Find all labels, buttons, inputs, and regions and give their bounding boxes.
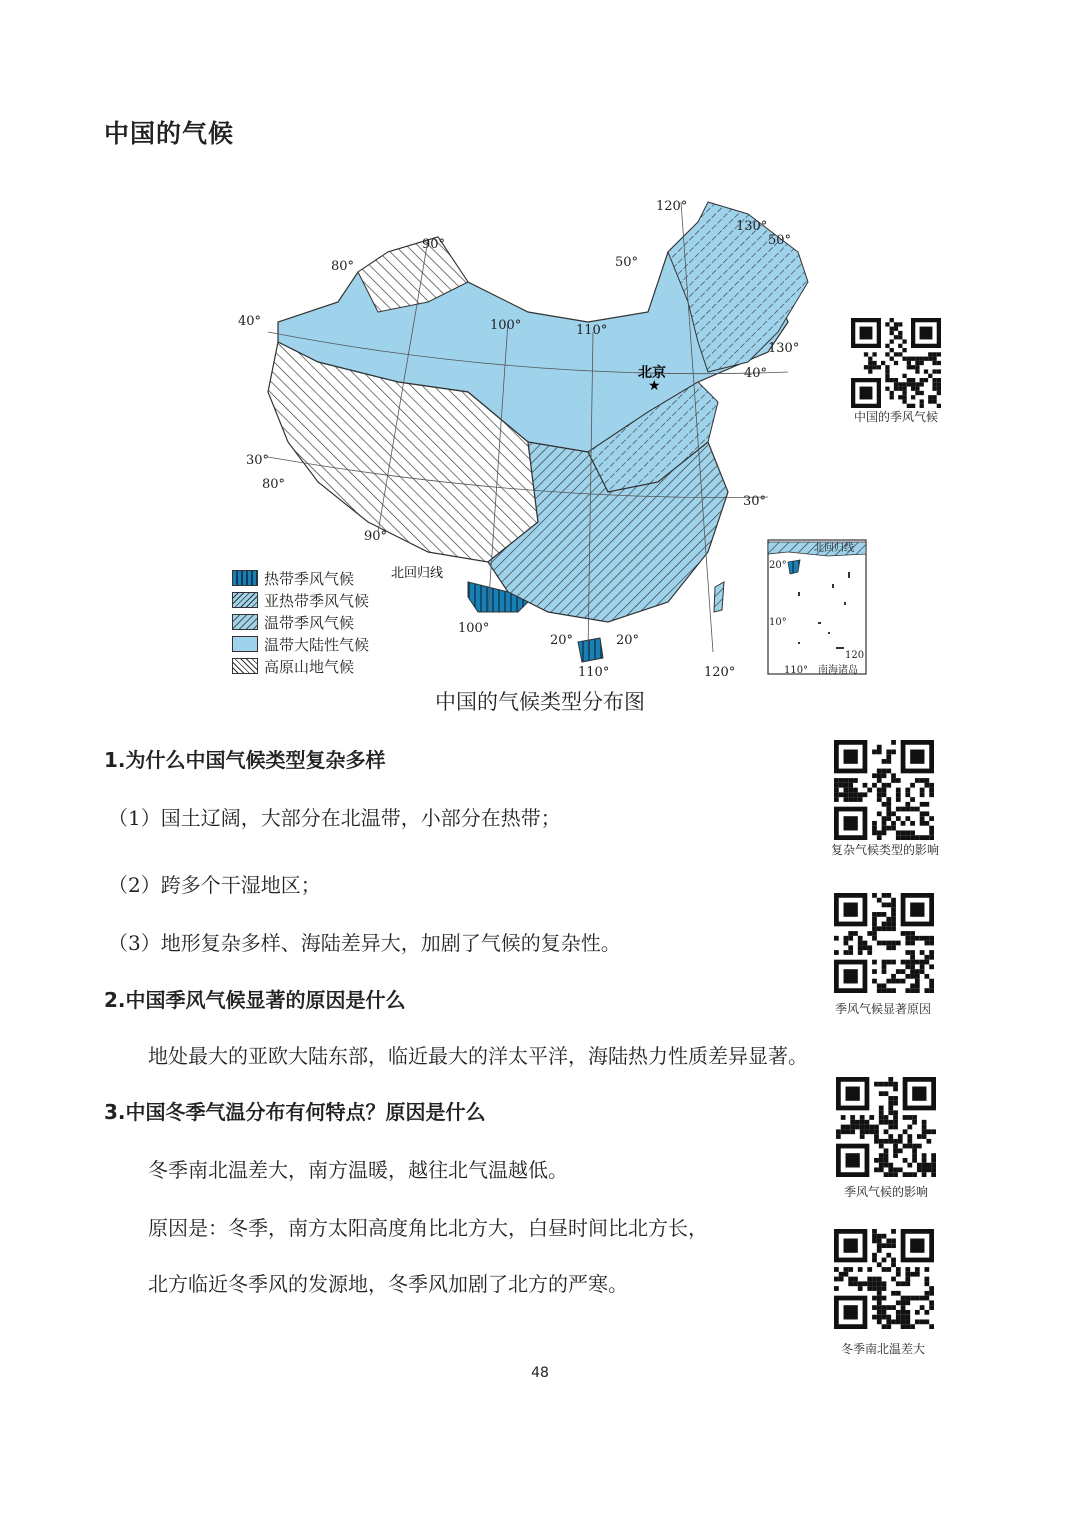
- hainan-island: [578, 638, 603, 662]
- inset-120-label: 120: [845, 650, 865, 661]
- legend-item: 温带季风气候: [232, 611, 369, 633]
- taiwan-island: [714, 582, 724, 612]
- inset-tropic-label: 北回归线: [814, 543, 854, 554]
- inset-10-label: 10°: [769, 617, 787, 628]
- lat30-east-label: 30°: [743, 494, 767, 509]
- answer-line: （2）跨多个干湿地区；: [108, 873, 321, 897]
- legend-item: 温带大陆性气候: [232, 633, 369, 655]
- lon130-label: 130°: [736, 219, 768, 234]
- qr-block[interactable]: [851, 318, 941, 412]
- qr-label: 季风气候显著原因: [834, 1002, 931, 1016]
- qr-label: 复杂气候类型的影响: [830, 843, 939, 857]
- answer-line: 北方临近冬季风的发源地，冬季风加剧了北方的严寒。: [148, 1272, 628, 1296]
- question-heading: 2.中国季风气候显著的原因是什么: [104, 988, 406, 1012]
- qr-code-icon[interactable]: [834, 1229, 934, 1329]
- inset-110-label: 110°: [784, 665, 809, 676]
- legend-item: 亚热带季风气候: [232, 589, 369, 611]
- legend-swatch-temperate-monsoon: [232, 614, 258, 630]
- lon110-top-label: 110°: [576, 323, 608, 338]
- qr-label: 冬季南北温差大: [840, 1342, 925, 1356]
- qr-code-icon[interactable]: [836, 1077, 936, 1177]
- beijing-star-icon: ★: [648, 378, 661, 394]
- qr-label: 季风气候的影响: [843, 1185, 928, 1199]
- lat20-a-label: 20°: [550, 633, 574, 648]
- lat30-west-label: 30°: [246, 453, 270, 468]
- qr-block[interactable]: [834, 740, 934, 844]
- qr-block[interactable]: [834, 1229, 934, 1333]
- answer-line: 原因是：冬季，南方太阳高度角比北方大，白昼时间比北方长，: [148, 1216, 708, 1240]
- legend-swatch-subtropical: [232, 592, 258, 608]
- legend-item: 高原山地气候: [232, 655, 369, 677]
- legend-swatch-plateau: [232, 658, 258, 674]
- lat40-east-label: 40°: [744, 366, 768, 381]
- lon100-bottom-label: 100°: [458, 621, 490, 636]
- lon80-top-label: 80°: [331, 259, 355, 274]
- beijing-label: 北京: [638, 365, 666, 381]
- legend-swatch-tropical: [232, 570, 258, 586]
- map-caption: 中国的气候类型分布图: [435, 690, 645, 714]
- qr-block[interactable]: [834, 893, 934, 997]
- lon120-top-label: 120°: [656, 199, 688, 214]
- lat40-west-label: 40°: [238, 314, 262, 329]
- qr-code-icon[interactable]: [834, 740, 934, 840]
- lon100-top-label: 100°: [490, 318, 522, 333]
- answer-line: 地处最大的亚欧大陆东部，临近最大的洋太平洋，海陆热力性质差异显著。: [148, 1044, 808, 1068]
- map-legend: [232, 567, 369, 677]
- question-heading: 3.中国冬季气温分布有何特点？原因是什么: [104, 1100, 486, 1124]
- answer-line: （3）地形复杂多样、海陆差异大，加剧了气候的复杂性。: [108, 931, 621, 955]
- qr-block[interactable]: [836, 1077, 936, 1181]
- lon90-top-label: 90°: [422, 237, 446, 252]
- question-heading: 1.为什么中国气候类型复杂多样: [104, 748, 386, 772]
- legend-item: 热带季风气候: [232, 567, 369, 589]
- lon80-bottom-label: 80°: [262, 477, 286, 492]
- answer-line: （1）国土辽阔，大部分在北温带，小部分在热带；: [108, 806, 561, 830]
- lon90-bottom-label: 90°: [364, 529, 388, 544]
- page-number: 48: [531, 1365, 549, 1381]
- lat50b-label: 50°: [615, 255, 639, 270]
- lon120-bottom-label: 120°: [704, 665, 736, 680]
- page-title: 中国的气候: [104, 119, 235, 148]
- qr-code-icon[interactable]: [851, 318, 941, 408]
- lat130-east-label: 130°: [768, 341, 800, 356]
- qr-code-icon[interactable]: [834, 893, 934, 993]
- lat20-b-label: 20°: [616, 633, 640, 648]
- legend-swatch-continental: [232, 636, 258, 652]
- lat50-label: 50°: [768, 233, 792, 248]
- answer-line: 冬季南北温差大，南方温暖，越往北气温越低。: [148, 1158, 568, 1182]
- lon110-bottom-label: 110°: [578, 665, 610, 680]
- qr-label: 中国的季风气候: [853, 410, 938, 424]
- tropic-label: 北回归线: [391, 566, 444, 581]
- inset-20-label: 20°: [769, 560, 787, 571]
- inset-title: 南海诸岛: [818, 665, 858, 676]
